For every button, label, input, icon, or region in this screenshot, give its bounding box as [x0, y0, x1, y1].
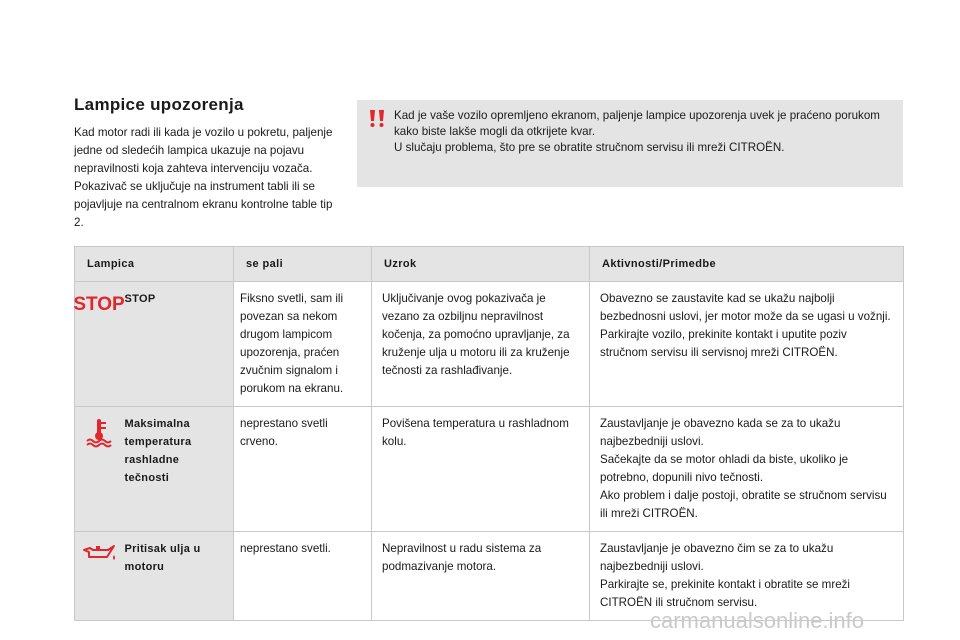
lamp-action: Obavezno se zaustavite kad se ukažu najbolji bezbednosni uslovi, jer motor može da se ugasi u vožnji. [600, 292, 891, 323]
lamp-action: Zaustavljanje je obavezno čim se za to ukažu najbezbedniji uslovi. [600, 542, 834, 573]
coolant-temperature-icon [85, 417, 113, 447]
lamp-action: Ako problem i dalje postoji, obratite se stručnom servisu ili mreži CITROËN. [600, 489, 887, 520]
lamp-lights: Fiksno svetli, sam ili povezan sa nekom drugom lampicom upozorenja, praćen zvučnim signalom i porukom na ekranu. [234, 282, 372, 407]
info-note [357, 100, 903, 187]
intro-paragraph: Kad motor radi ili kada je vozilo u pokretu, paljenje jedne od sledećih lampica ukazuje na pojavu nepravilnosti koja zahteva intervenciju vozača. Pokazivač se uključuje na instrument tabli ili se pojavljuje na centralnom ekranu kontrolne table tip 2. [74, 126, 333, 229]
header-uzrok: Uzrok [372, 247, 590, 282]
lamp-cause: Povišena temperatura u rashladnom kolu. [372, 407, 590, 532]
watermark: carmanualsonline.info [650, 608, 865, 633]
note-line-1: Kad je vaše vozilo opremljeno ekranom, paljenje lampice upozorenja uvek je praćeno porukom kako biste lakše mogli da otkrijete kvar. [394, 109, 880, 138]
lamp-action: Sačekajte da se motor ohladi da biste, ukoliko je potrebno, dopunili nivo tečnosti. [600, 453, 849, 484]
table-row [75, 407, 904, 532]
page-title: Lampice upozorenja [74, 95, 244, 114]
header-aktivnosti: Aktivnosti/Primedbe [590, 247, 904, 282]
header-se-pali: se pali [234, 247, 372, 282]
lamp-cause: Uključivanje ovog pokazivača je vezano za ozbiljnu nepravilnost kočenja, za pomoćno upravljanje, za kruženje ulja u motoru ili za kruženje tečnosti za rashlađivanje. [372, 282, 590, 407]
stop-icon [73, 292, 125, 315]
lamp-name: STOP [123, 282, 234, 407]
oil-pressure-icon [81, 542, 117, 564]
lamp-name: Maksimalna temperatura rashladne tečnosti [123, 407, 234, 532]
warning-lamps-table [74, 246, 904, 621]
header-lampica: Lampica [75, 247, 234, 282]
table-row [75, 282, 904, 407]
note-line-2: U slučaju problema, što pre se obratite stručnom servisu ili mreži CITROËN. [394, 141, 785, 154]
warning-exclamation-icon [366, 107, 388, 129]
lamp-action: Parkirajte se, prekinite kontakt i obratite se mreži CITROËN ili stručnom servisu. [600, 578, 851, 609]
lamp-lights: neprestano svetli crveno. [234, 407, 372, 532]
table-header-row [75, 247, 904, 282]
svg-text:STOP: STOP [73, 294, 125, 315]
lamp-name: Pritisak ulja u motoru [123, 532, 234, 621]
lamp-lights: neprestano svetli. [234, 532, 372, 621]
lamp-cause: Nepravilnost u radu sistema za podmazivanje motora. [372, 532, 590, 621]
lamp-action: Zaustavljanje je obavezno kada se za to ukažu najbezbedniji uslovi. [600, 417, 841, 448]
lamp-action: Parkirajte vozilo, prekinite kontakt i uputite poziv stručnom servisu ili servisnoj mreži CITROËN. [600, 328, 847, 359]
